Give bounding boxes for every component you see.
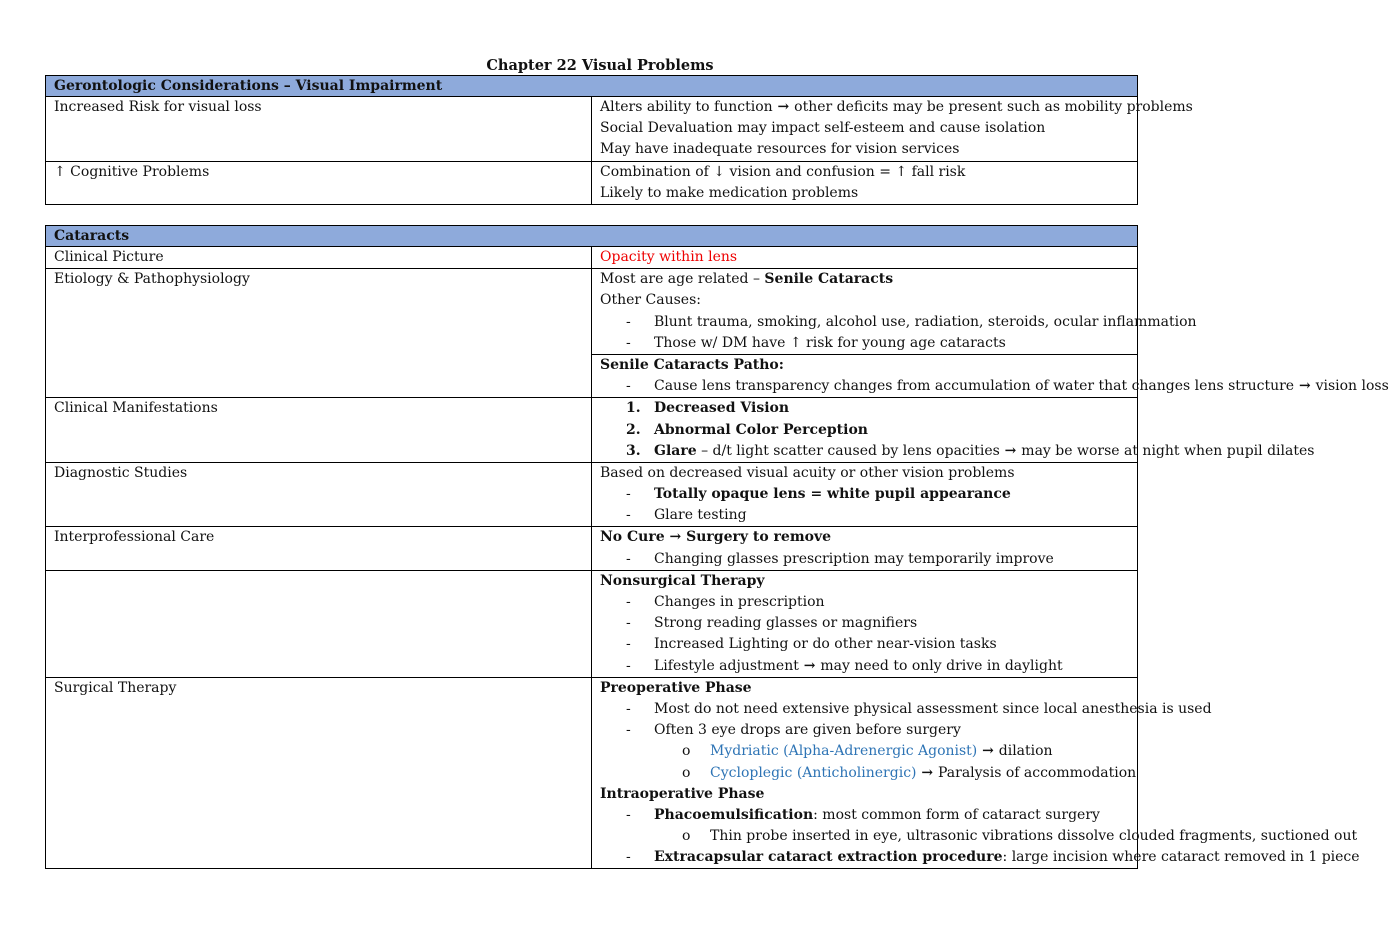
row-content: Senile Cataracts Patho: - Cause lens transparency changes from accumulation of water that changes lens structure → vision loss [592,354,1138,397]
row-label: Increased Risk for visual loss [46,97,592,162]
row-content: No Cure → Surgery to remove - Changing glasses prescription may temporarily improve [592,527,1138,570]
row-label: ↑ Cognitive Problems [46,161,592,204]
table-row [46,161,1138,204]
table-row [46,570,1138,677]
row-content: Nonsurgical Therapy - Changes in prescription - Strong reading glasses or magnifiers - Increased Lighting or do other near-vision tasks - Lifestyle adjustment → may need to only drive in daylight [592,570,1138,677]
row-content: Combination of ↓ vision and confusion = ↑ fall risk Likely to make medication problems [592,161,1138,204]
gerontologic-header: Gerontologic Considerations – Visual Impairment [46,76,1138,97]
table-row [46,462,1138,527]
table-row [46,247,1138,269]
row-label: Etiology & Pathophysiology [46,269,592,398]
table-row [46,398,1138,463]
cataracts-table [45,225,1389,869]
row-content: Alters ability to function → other deficits may be present such as mobility problems Social Devaluation may impact self-esteem and cause isolation May have inadequate resources for vision services [592,97,1138,162]
table-row [46,269,1138,355]
row-content: Based on decreased visual acuity or other vision problems - Totally opaque lens = white pupil appearance - Glare testing [592,462,1138,527]
row-content: Opacity within lens [592,247,1138,269]
row-label: Interprofessional Care [46,527,592,570]
row-content: Preoperative Phase - Most do not need extensive physical assessment since local anesthesia is used - Often 3 eye drops are given before surgery o Mydriatic (Alpha-Adrenergic Agonist) → dilation o Cycloplegic (Anticholinergic) → Paralysis of accommodation Intraoperative Phase - Phacoemulsification: most common form of cataract surgery o Thin probe inserted in eye, ultrasonic vibrations dissolve clouded fragments, suctioned out - Extracapsular cataract extraction procedure: large incision where cataract removed in 1 piece [592,677,1138,869]
row-content: Most are age related – Senile Cataracts Other Causes: - Blunt trauma, smoking, alcohol use, radiation, steroids, ocular inflammation - Those w/ DM have ↑ risk for young age cataracts [592,269,1138,355]
table-row [46,97,1138,162]
row-label: Clinical Manifestations [46,398,592,463]
table-row [46,677,1138,869]
document-title: Chapter 22 Visual Problems [486,57,714,74]
row-label: Clinical Picture [46,247,592,269]
table-row [46,527,1138,570]
cataracts-header: Cataracts [46,226,1138,247]
row-content: 1. Decreased Vision 2. Abnormal Color Perception 3. Glare – d/t light scatter caused by lens opacities → may be worse at night when pupil dilates [592,398,1138,463]
gerontologic-table [45,75,1193,205]
row-label: Diagnostic Studies [46,462,592,527]
row-label: Surgical Therapy [46,677,592,869]
row-label-empty [46,570,592,677]
